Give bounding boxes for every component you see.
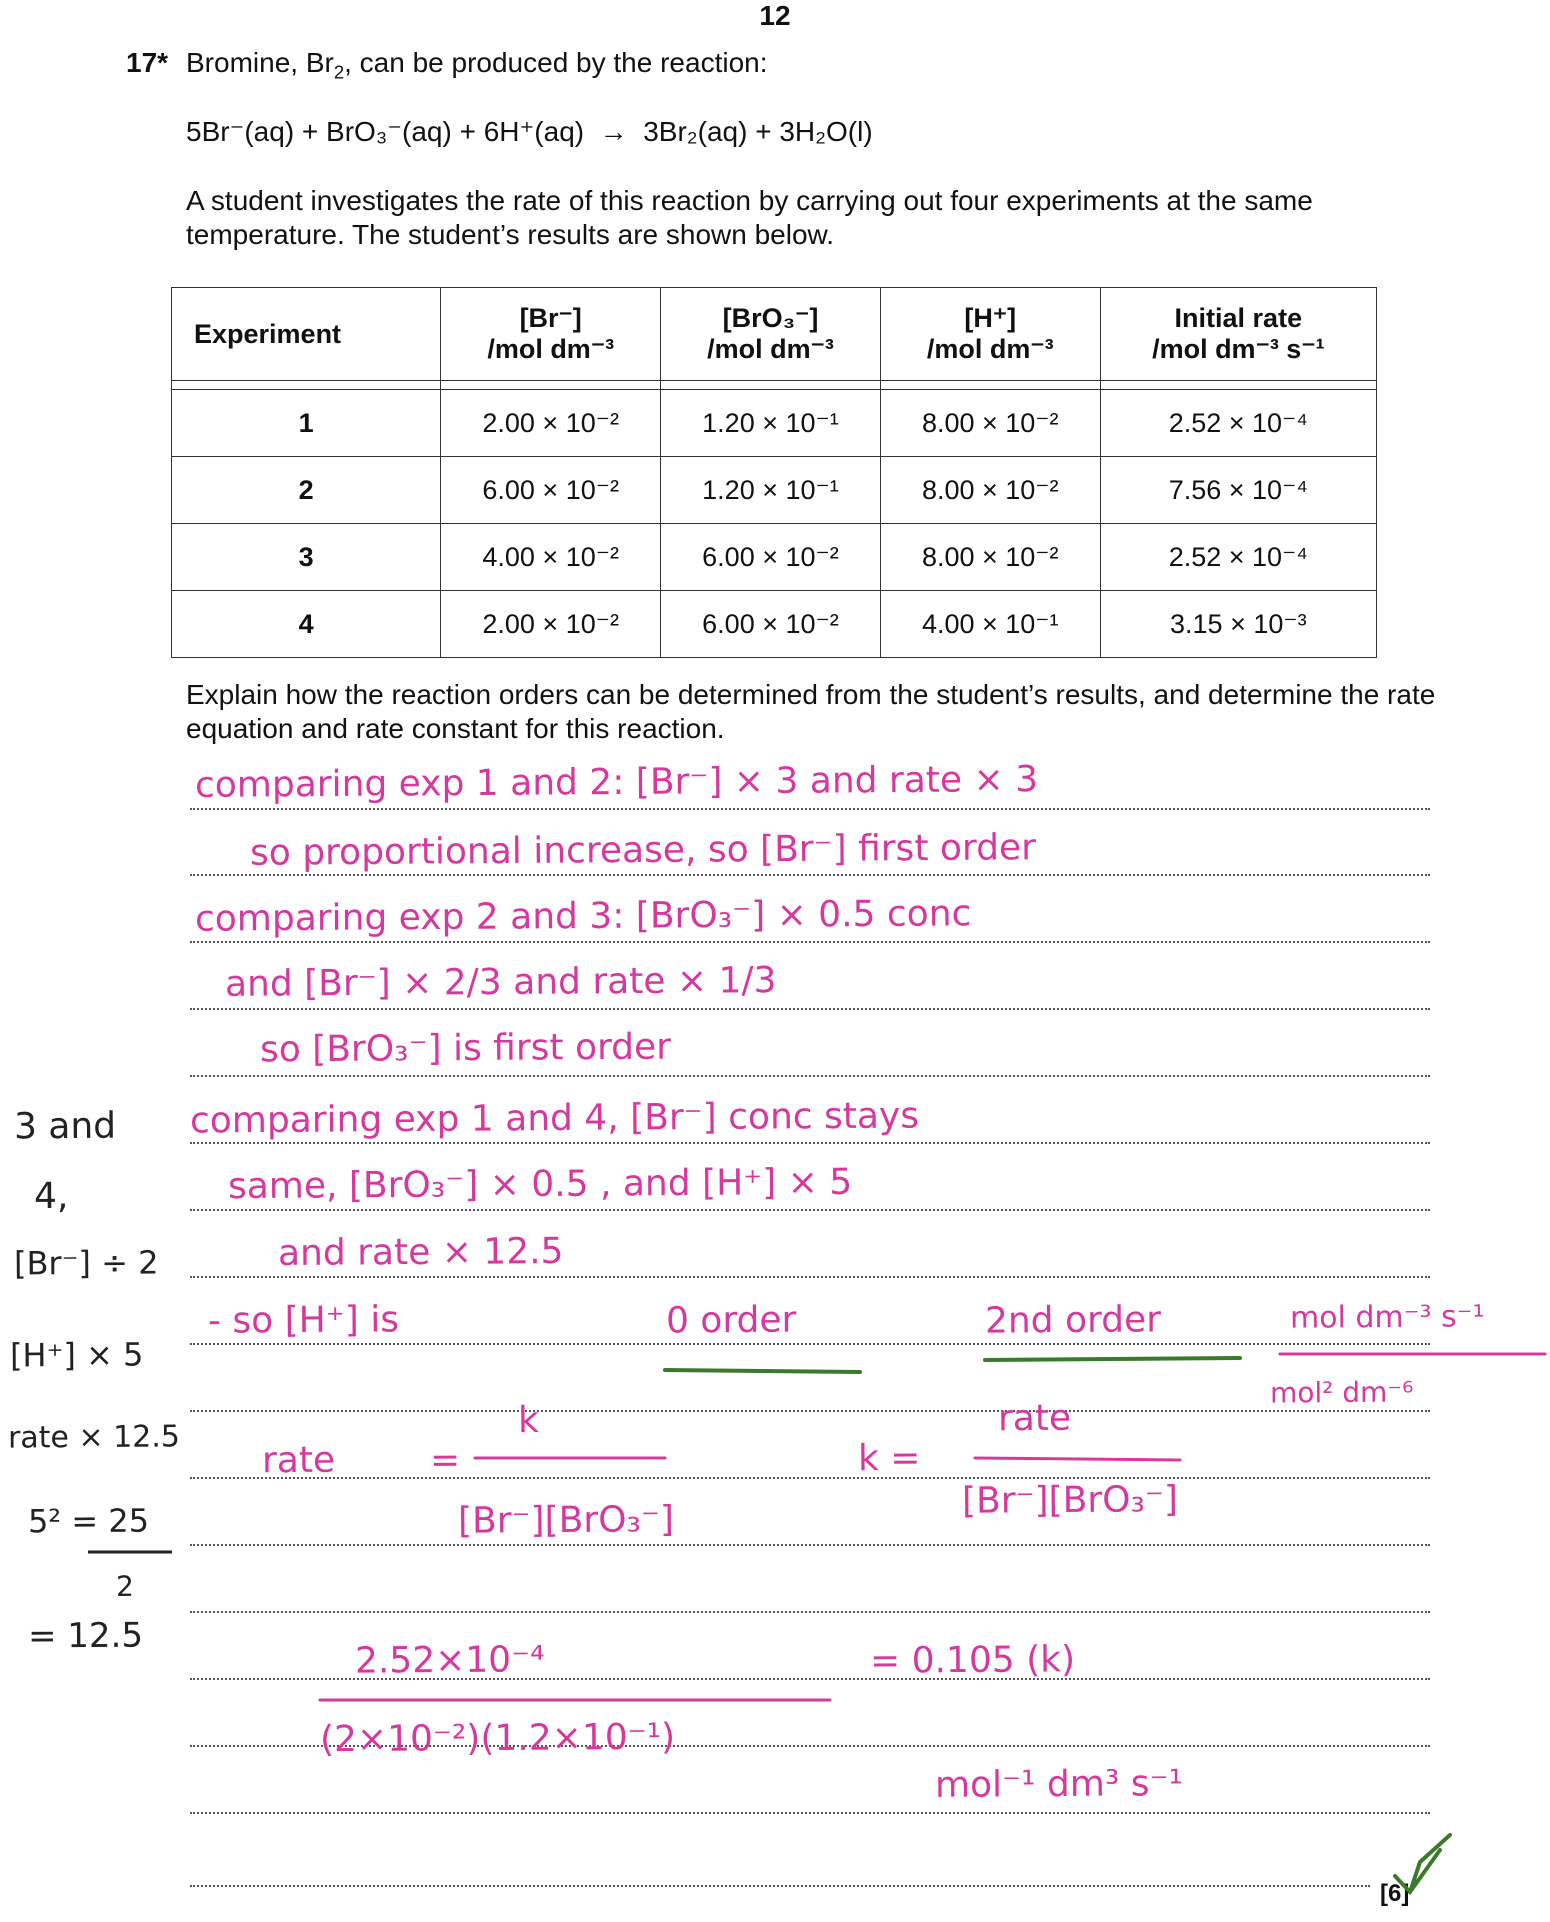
hw-line-5: so [BrO₃⁻] is first order [259, 1026, 672, 1071]
question-paragraph-1: A student investigates the rate of this reaction by carrying out four experiments at the same temperature. The student’s results are shown below. [186, 185, 1313, 250]
cell-h: 8.00 × 10⁻² [880, 457, 1100, 524]
intro-subscript: 2 [333, 61, 345, 83]
green-tick-mark [1395, 1835, 1450, 1892]
hw-line-9a: - so [H⁺] is [207, 1299, 400, 1342]
hw-rate-word: rate [261, 1439, 336, 1482]
cell-bro3: 6.00 × 10⁻² [661, 591, 881, 658]
intro-start: Bromine, Br [186, 47, 334, 78]
hw-calc-unit: mol⁻¹ dm³ s⁻¹ [934, 1763, 1184, 1806]
cell-exp: 1 [172, 390, 441, 457]
hw-line-9d: mol dm⁻³ s⁻¹ [1289, 1299, 1485, 1336]
hw-margin-5: rate × 12.5 [7, 1419, 181, 1456]
marks-label: [6] [1380, 1880, 1410, 1907]
header-initial-rate: Initial rate /mol dm⁻³ s⁻¹ [1100, 288, 1376, 381]
hw-unit-small: mol² dm⁻⁶ [1269, 1375, 1414, 1410]
cell-exp: 3 [172, 524, 441, 591]
hw-calc-result: = 0.105 (k) [869, 1639, 1076, 1682]
hw-k-numerator: k [517, 1399, 540, 1442]
hw-line-1: comparing exp 1 and 2: [Br⁻] × 3 and rate × 3 [194, 759, 1039, 806]
hw-k-rate: rate [997, 1397, 1072, 1440]
hw-k-equals: k = [857, 1437, 921, 1480]
hw-calc-numerator: 2.52×10⁻⁴ [354, 1639, 545, 1682]
header-hydrogen: [H⁺] /mol dm⁻³ [880, 288, 1100, 381]
hw-margin-8: = 12.5 [27, 1615, 144, 1657]
cell-br: 4.00 × 10⁻² [441, 524, 661, 591]
hw-line-6: comparing exp 1 and 4, [Br⁻] conc stays [189, 1095, 920, 1142]
cell-h: 8.00 × 10⁻² [880, 390, 1100, 457]
hw-line-7: same, [BrO₃⁻] × 0.5 , and [H⁺] × 5 [227, 1161, 853, 1208]
hw-k-denominator: [Br⁻][BrO₃⁻] [457, 1499, 675, 1542]
question-number: 17* [126, 47, 169, 78]
hw-k-denominator-2: [Br⁻][BrO₃⁻] [961, 1479, 1179, 1522]
hw-margin-2: 4, [33, 1175, 69, 1218]
cell-rate: 7.56 × 10⁻⁴ [1100, 457, 1376, 524]
green-underline-2 [985, 1358, 1240, 1360]
question-paragraph-2: Explain how the reaction orders can be determined from the student’s results, and determine the rate equation and rate constant for this reaction. [186, 679, 1436, 744]
hw-calc-denominator: (2×10⁻²)(1.2×10⁻¹) [319, 1716, 676, 1761]
hw-line-3: comparing exp 2 and 3: [BrO₃⁻] × 0.5 conc [194, 893, 972, 940]
green-underline-1 [665, 1370, 860, 1372]
page-number: 12 [759, 0, 791, 31]
fraction-line-2 [975, 1458, 1180, 1460]
hw-line-2: so proportional increase, so [Br⁻] first order [249, 827, 1037, 874]
cell-rate: 2.52 × 10⁻⁴ [1100, 390, 1376, 457]
hw-margin-1: 3 and [13, 1105, 117, 1148]
hw-margin-6: 5² = 25 [27, 1501, 150, 1541]
cell-h: 8.00 × 10⁻² [880, 524, 1100, 591]
hw-margin-7: 2 [115, 1569, 134, 1604]
intro-end: , can be produced by the reaction: [344, 47, 768, 78]
hw-line-9b: 0 order [665, 1299, 797, 1342]
header-experiment: Experiment [172, 288, 441, 381]
cell-rate: 3.15 × 10⁻³ [1100, 591, 1376, 658]
hw-margin-4: [H⁺] × 5 [9, 1335, 144, 1375]
equation-rhs: 3Br₂(aq) + 3H₂O(l) [643, 116, 873, 147]
cell-bro3: 6.00 × 10⁻² [661, 524, 881, 591]
header-bromate: [BrO₃⁻] /mol dm⁻³ [661, 288, 881, 381]
cell-bro3: 1.20 × 10⁻¹ [661, 390, 881, 457]
cell-br: 2.00 × 10⁻² [441, 591, 661, 658]
cell-bro3: 1.20 × 10⁻¹ [661, 457, 881, 524]
header-bromide: [Br⁻] /mol dm⁻³ [441, 288, 661, 381]
cell-br: 6.00 × 10⁻² [441, 457, 661, 524]
cell-h: 4.00 × 10⁻¹ [880, 591, 1100, 658]
cell-br: 2.00 × 10⁻² [441, 390, 661, 457]
equation-lhs: 5Br⁻(aq) + BrO₃⁻(aq) + 6H⁺(aq) [186, 116, 585, 147]
cell-exp: 2 [172, 457, 441, 524]
hw-margin-3: [Br⁻] ÷ 2 [13, 1243, 159, 1283]
cell-exp: 4 [172, 591, 441, 658]
hw-line-9c: 2nd order [984, 1299, 1162, 1342]
equation-arrow: → [599, 116, 628, 147]
hw-rate-equals: = [429, 1439, 461, 1482]
hw-line-4: and [Br⁻] × 2/3 and rate × 1/3 [224, 960, 777, 1005]
cell-rate: 2.52 × 10⁻⁴ [1100, 524, 1376, 591]
hw-line-8: and rate × 12.5 [277, 1231, 564, 1274]
